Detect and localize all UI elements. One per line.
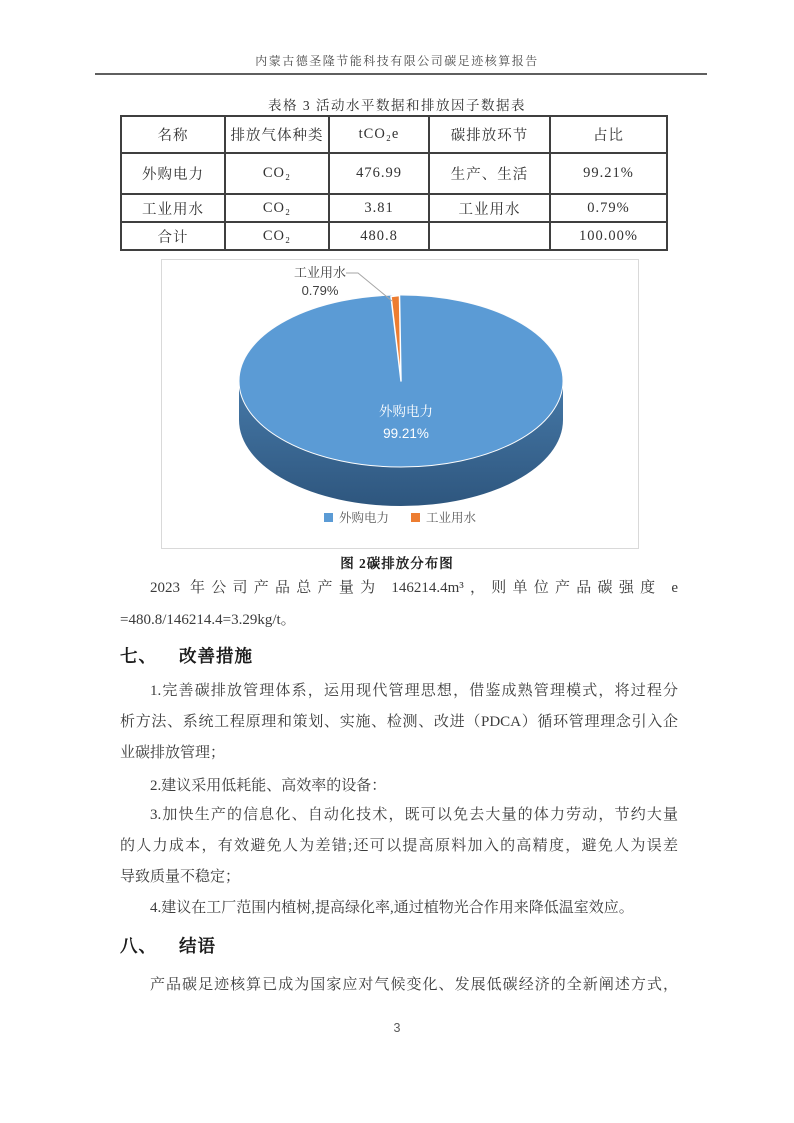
col-header-name: 名称	[121, 116, 225, 153]
cell-share: 99.21%	[550, 153, 667, 194]
cell-name: 工业用水	[121, 194, 225, 222]
paragraph-line: =480.8/146214.4=3.29kg/t。	[120, 612, 296, 628]
paragraph-measure-4	[120, 893, 678, 924]
legend-item-electricity	[324, 508, 389, 526]
col-header-stage: 碳排放环节	[429, 116, 550, 153]
paragraph-line: 2023 年公司产品总产量为 146214.4m³，则单位产品碳强度 e	[150, 580, 678, 596]
cell-name: 外购电力	[121, 153, 225, 194]
paragraph-carbon-intensity	[120, 572, 678, 636]
cell-tco2e: 3.81	[329, 194, 429, 222]
col-header-tco2e: tCO₂e	[329, 116, 429, 153]
slice-label-electricity-pct: 99.21%	[383, 426, 429, 441]
table-row	[121, 194, 667, 222]
slice-label-water-name: 工业用水	[293, 265, 347, 280]
figure-caption: 图 2碳排放分布图	[340, 556, 454, 571]
paragraph-measure-1	[120, 676, 678, 769]
emission-data-table	[120, 115, 668, 251]
page-number: 3	[393, 1021, 401, 1035]
cell-gas: CO₂	[225, 194, 329, 222]
header-rule	[95, 73, 707, 75]
paragraph-line: 2.建议采用低耗能、高效率的设备：	[150, 778, 387, 794]
slice-label-water-pct: 0.79%	[301, 283, 339, 298]
cell-tco2e: 476.99	[329, 153, 429, 194]
table-header-row	[121, 116, 667, 153]
table-row	[121, 153, 667, 194]
section-heading-conclusion	[120, 933, 216, 958]
cell-stage: 工业用水	[429, 194, 550, 222]
section-title: 改善措施	[179, 646, 253, 666]
cell-share: 0.79%	[550, 194, 667, 222]
col-header-gas: 排放气体种类	[225, 116, 329, 153]
cell-tco2e: 480.8	[329, 222, 429, 250]
pie-chart	[162, 260, 640, 550]
legend-label: 工业用水	[426, 511, 477, 525]
section-number: 八、	[120, 936, 157, 956]
table-caption: 表格 3 活动水平数据和排放因子数据表	[268, 98, 526, 113]
cell-stage: 生产、生活	[429, 153, 550, 194]
cell-gas: CO₂	[225, 153, 329, 194]
chart-legend	[162, 508, 638, 526]
pie-chart-frame	[161, 259, 639, 549]
legend-label: 外购电力	[338, 511, 389, 525]
paragraph-line: 4.建议在工厂范围内植树,提高绿化率,通过植物光合作用来降低温室效应。	[150, 900, 634, 916]
section-title: 结语	[179, 936, 216, 956]
col-header-share: 占比	[550, 116, 667, 153]
paragraph-line: 3.加快生产的信息化、自动化技术，既可以免去大量的体力劳动，节约大量	[150, 807, 678, 823]
paragraph-line: 产品碳足迹核算已成为国家应对气候变化、发展低碳经济的全新阐述方式，	[150, 977, 678, 993]
cell-share: 100.00%	[550, 222, 667, 250]
cell-name: 合计	[121, 222, 225, 250]
paragraph-line: 导致质量不稳定；	[120, 869, 241, 885]
paragraph-line: 业碳排放管理；	[120, 745, 226, 761]
running-header-title: 内蒙古德圣隆节能科技有限公司碳足迹核算报告	[255, 54, 539, 68]
cell-gas: CO₂	[225, 222, 329, 250]
paragraph-line: 析方法、系统工程原理和策划、实施、检测、改进（PDCA）循环管理理念引入企	[120, 714, 678, 730]
table-row	[121, 222, 667, 250]
section-heading-improvements	[120, 643, 253, 668]
paragraph-measure-2	[120, 771, 678, 802]
section-number: 七、	[120, 646, 157, 666]
paragraph-line: 1.完善碳排放管理体系，运用现代管理思想，借鉴成熟管理模式，将过程分	[150, 683, 678, 699]
paragraph-line: 的人力成本，有效避免人为差错;还可以提高原料加入的高精度，避免人为误差	[120, 838, 678, 854]
legend-swatch-orange-icon	[411, 513, 420, 522]
paragraph-measure-3	[120, 800, 678, 893]
paragraph-conclusion	[120, 970, 678, 1001]
cell-stage	[429, 222, 550, 250]
slice-label-electricity-name: 外购电力	[379, 404, 433, 419]
legend-swatch-blue-icon	[324, 513, 333, 522]
legend-item-water	[411, 508, 476, 526]
